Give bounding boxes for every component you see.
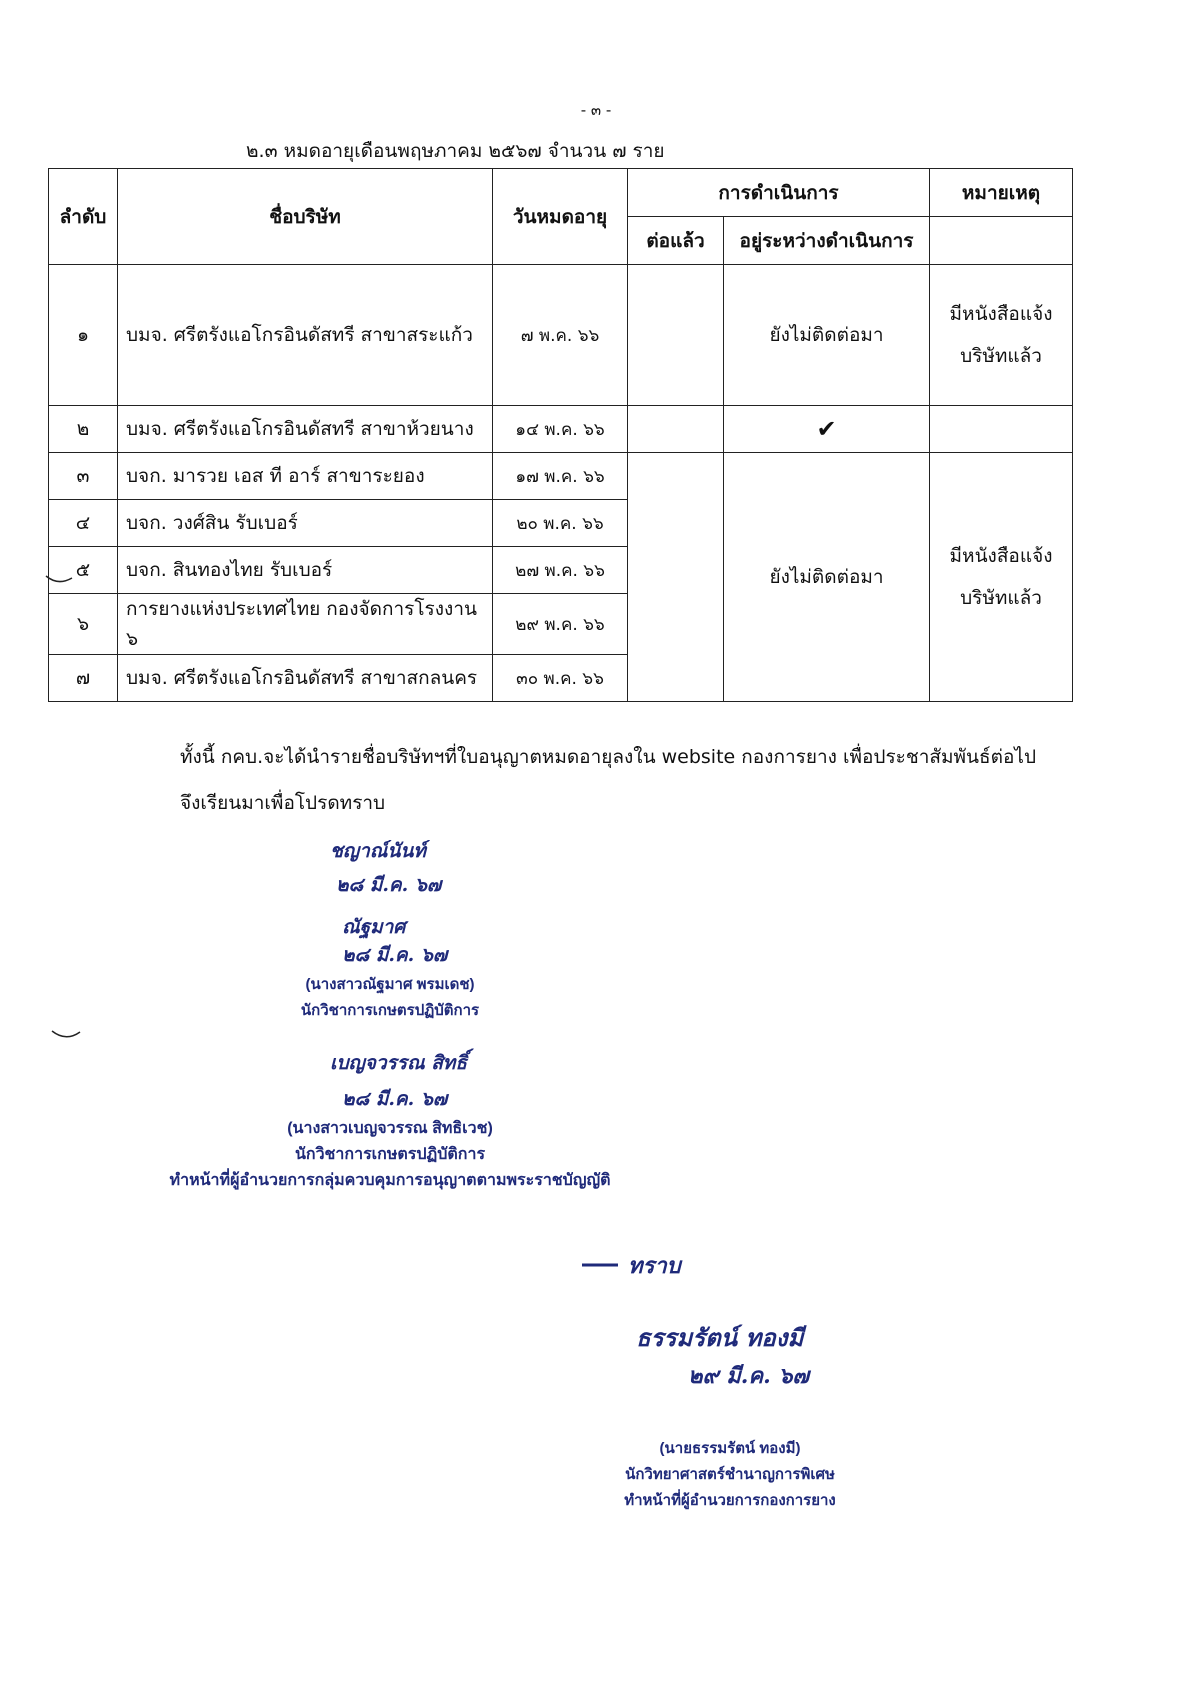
row-status: ยังไม่ติดต่อมา (724, 265, 930, 406)
second-signer (270, 972, 510, 1024)
row-renewed (628, 265, 724, 406)
closing-line: จึงเรียนมาเพื่อโปรดทราบ (180, 792, 386, 814)
director-name: (นายธรรมรัตน์ ทองมี) (659, 1440, 801, 1457)
remark-line-1: มีหนังสือแจ้ง (949, 303, 1053, 325)
first-signature: ชญาณ์นันท์ (330, 840, 426, 862)
row-renewed (628, 453, 724, 702)
row-company: การยางแห่งประเทศไทย กองจัดการโรงงาน ๖ (118, 594, 493, 655)
remark-line-2: บริษัทแล้ว (960, 587, 1042, 609)
row-order: ๒ (49, 406, 118, 453)
row-expiry: ๒๐ พ.ค. ๖๖ (493, 500, 628, 547)
expiry-table (48, 168, 1073, 702)
row-order: ๓ (49, 453, 118, 500)
second-signature: ณัฐมาศ (342, 916, 406, 938)
director-signer (600, 1436, 860, 1514)
header-remark: หมายเหตุ (930, 169, 1073, 217)
row-company: บมจ. ศรีตรังแอโกรอินดัสทรี สาขาห้วยนาง (118, 406, 493, 453)
row-company: บมจ. ศรีตรังแอโกรอินดัสทรี สาขาสกลนคร (118, 655, 493, 702)
row-remark (930, 406, 1073, 453)
third-signer-acting: ทำหน้าที่ผู้อำนวยการกลุ่มควบคุมการอนุญาตตามพระราชบัญญัติ (169, 1172, 611, 1189)
header-remark-empty (930, 217, 1073, 265)
second-signer-name: (นางสาวณัฐมาศ พรมเดช) (305, 976, 475, 993)
scan-mark (44, 572, 74, 586)
scan-mark (50, 1028, 82, 1042)
table-row (49, 406, 1073, 453)
row-expiry: ๑๔ พ.ค. ๖๖ (493, 406, 628, 453)
row-remark (930, 453, 1073, 702)
page-number: - ๓ - (580, 101, 612, 119)
row-renewed (628, 406, 724, 453)
row-expiry: ๒๗ พ.ค. ๖๖ (493, 547, 628, 594)
director-title: นักวิทยาศาสตร์ชำนาญการพิเศษ (625, 1466, 835, 1483)
row-company: บจก. สินทองไทย รับเบอร์ (118, 547, 493, 594)
table-row (49, 265, 1073, 406)
second-signature-date: ๒๘ มี.ค. ๖๗ (342, 944, 448, 966)
remark-line-2: บริษัทแล้ว (960, 345, 1042, 367)
director-signature-date: ๒๙ มี.ค. ๖๗ (688, 1363, 809, 1389)
third-signer-title: นักวิชาการเกษตรปฏิบัติการ (294, 1146, 486, 1163)
header-in-progress: อยู่ระหว่างดำเนินการ (724, 217, 930, 265)
third-signer-name: (นางสาวเบญจวรรณ สิทธิเวช) (287, 1120, 493, 1137)
header-company: ชื่อบริษัท (118, 169, 493, 265)
section-heading: ๒.๓ หมดอายุเดือนพฤษภาคม ๒๕๖๗ จำนวน ๗ ราย (246, 140, 665, 162)
check-icon: ✔ (724, 406, 930, 453)
row-order: ๔ (49, 500, 118, 547)
row-status: ยังไม่ติดต่อมา (724, 453, 930, 702)
row-order: ๑ (49, 265, 118, 406)
header-order: ลำดับ (49, 169, 118, 265)
row-company: บจก. วงศ์สิน รับเบอร์ (118, 500, 493, 547)
table-header-row (49, 169, 1073, 217)
remark-line-1: มีหนังสือแจ้ง (949, 545, 1053, 567)
header-action: การดำเนินการ (628, 169, 930, 217)
row-expiry: ๑๗ พ.ค. ๖๖ (493, 453, 628, 500)
director-acting: ทำหน้าที่ผู้อำนวยการกองการยาง (624, 1492, 836, 1509)
row-order: ๕ (49, 547, 118, 594)
row-order: ๗ (49, 655, 118, 702)
third-signer (150, 1116, 630, 1194)
table-row (49, 453, 1073, 500)
row-expiry: ๒๙ พ.ค. ๖๖ (493, 594, 628, 655)
first-signature-date: ๒๘ มี.ค. ๖๗ (336, 874, 442, 896)
header-renewed: ต่อแล้ว (628, 217, 724, 265)
row-expiry: ๓๐ พ.ค. ๖๖ (493, 655, 628, 702)
row-company: บจก. มารวย เอส ที อาร์ สาขาระยอง (118, 453, 493, 500)
header-expiry: วันหมดอายุ (493, 169, 628, 265)
director-signature: ธรรมรัตน์ ทองมี (636, 1323, 804, 1352)
dash-stroke (580, 1260, 620, 1270)
row-remark (930, 265, 1073, 406)
closing-paragraph: ทั้งนี้ กคบ.จะได้นำรายชื่อบริษัทฯที่ใบอนุญาตหมดอายุลงใน website กองการยาง เพื่อประชาสัมพันธ์ต่อไป (180, 746, 1037, 768)
row-company: บมจ. ศรีตรังแอโกรอินดัสทรี สาขาสระแก้ว (118, 265, 493, 406)
second-signer-title: นักวิชาการเกษตรปฏิบัติการ (300, 1002, 480, 1019)
row-expiry: ๗ พ.ค. ๖๖ (493, 265, 628, 406)
third-signature-date: ๒๘ มี.ค. ๖๗ (342, 1088, 448, 1110)
row-order: ๖ (49, 594, 118, 655)
director-note: ทราบ (628, 1253, 681, 1279)
third-signature: เบญจวรรณ สิทธิ์ (330, 1052, 467, 1074)
